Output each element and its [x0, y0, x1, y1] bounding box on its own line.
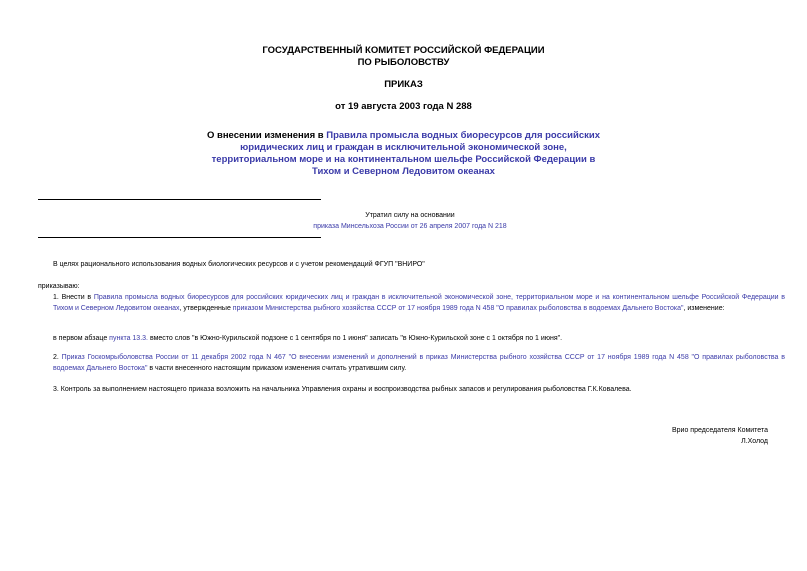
- item-3: 3. Контроль за выполнением настоящего приказа возложить на начальника Управления охраны и воспроизводства рыбных запасов и регулирования рыболовства Г.К.Ковалева.: [53, 386, 632, 393]
- item-1-mid: , утвержденные: [179, 304, 233, 312]
- item-2: [38, 353, 785, 374]
- sub-item-text-a: в первом абзаце: [53, 335, 110, 342]
- item-1-end: , изменение:: [683, 304, 725, 312]
- org-name-line1: ГОСУДАРСТВЕННЫЙ КОМИТЕТ РОССИЙСКОЙ ФЕДЕРАЦИИ: [262, 45, 545, 56]
- repeal-notice-link-wrap: [210, 222, 610, 233]
- doc-title: [200, 130, 607, 178]
- signature-name: Л.Холод: [741, 438, 768, 445]
- sub-item-text-b: вместо слов "в Южно-Курильской подзоне с 1 сентября по 1 июня" записать "в Южно-Курильской зоне с 1 октября по 1 июня".: [148, 335, 563, 342]
- repeal-notice: Утратил силу на основании: [365, 212, 455, 219]
- item-2-num: 2.: [53, 354, 62, 361]
- repeal-order-link[interactable]: приказа Минсельхоза России от 26 апреля 2007 года N 218: [313, 223, 507, 230]
- item-1-rules-link[interactable]: Правила промысла водных биоресурсов для российских юридических лиц и граждан в исключительной экономической зоне, территориальном море и на континентальном шельфе Российской Федерации в Тихом и Северном Ледовитом океанах: [53, 294, 786, 312]
- item-2-end: в части внесенного настоящим приказом изменения считать утратившим силу.: [147, 364, 407, 372]
- item-1-text: 1. Внести в: [53, 294, 94, 301]
- divider-bottom: [38, 237, 321, 238]
- title-prefix: О внесении изменения в: [206, 130, 327, 141]
- order-word: приказываю:: [38, 283, 80, 290]
- intro-paragraph: В целях рационального использования водных биологических ресурсов и с учетом рекомендаций ФГУП "ВНИРО": [53, 261, 425, 268]
- item-2-order-link[interactable]: Приказ Госкомрыболовства России от 11 декабря 2002 года N 467 "О внесении изменений и дополнений в приказ Министерства рыбного хозяйства СССР от 17 ноября 1989 года N 458 "О правилах рыболовства в водоемах Дальнего Востока": [53, 354, 785, 372]
- org-name-line2: ПО РЫБОЛОВСТВУ: [357, 57, 450, 68]
- clause-13-3-link[interactable]: пункта 13.3.: [109, 335, 148, 342]
- doc-date: от 19 августа 2003 года N 288: [335, 101, 472, 112]
- item-1: [38, 293, 785, 314]
- sub-item: [38, 334, 785, 345]
- item-1-order-link[interactable]: приказом Министерства рыбного хозяйства СССР от 17 ноября 1989 года N 458 "О правилах рыболовства в водоемах Дальнего Востока": [232, 304, 684, 312]
- signature-position: Врио председателя Комитета: [672, 427, 768, 434]
- title-rules-link[interactable]: Правила промысла водных биоресурсов для российских юридических лиц и граждан в исключительной экономической зоне, территориальном море и на континентальном шельфе Российской Федерации в Тихом и Северном Ледовитом океанах: [211, 130, 601, 177]
- divider-top: [38, 199, 321, 200]
- doc-type: ПРИКАЗ: [384, 79, 423, 90]
